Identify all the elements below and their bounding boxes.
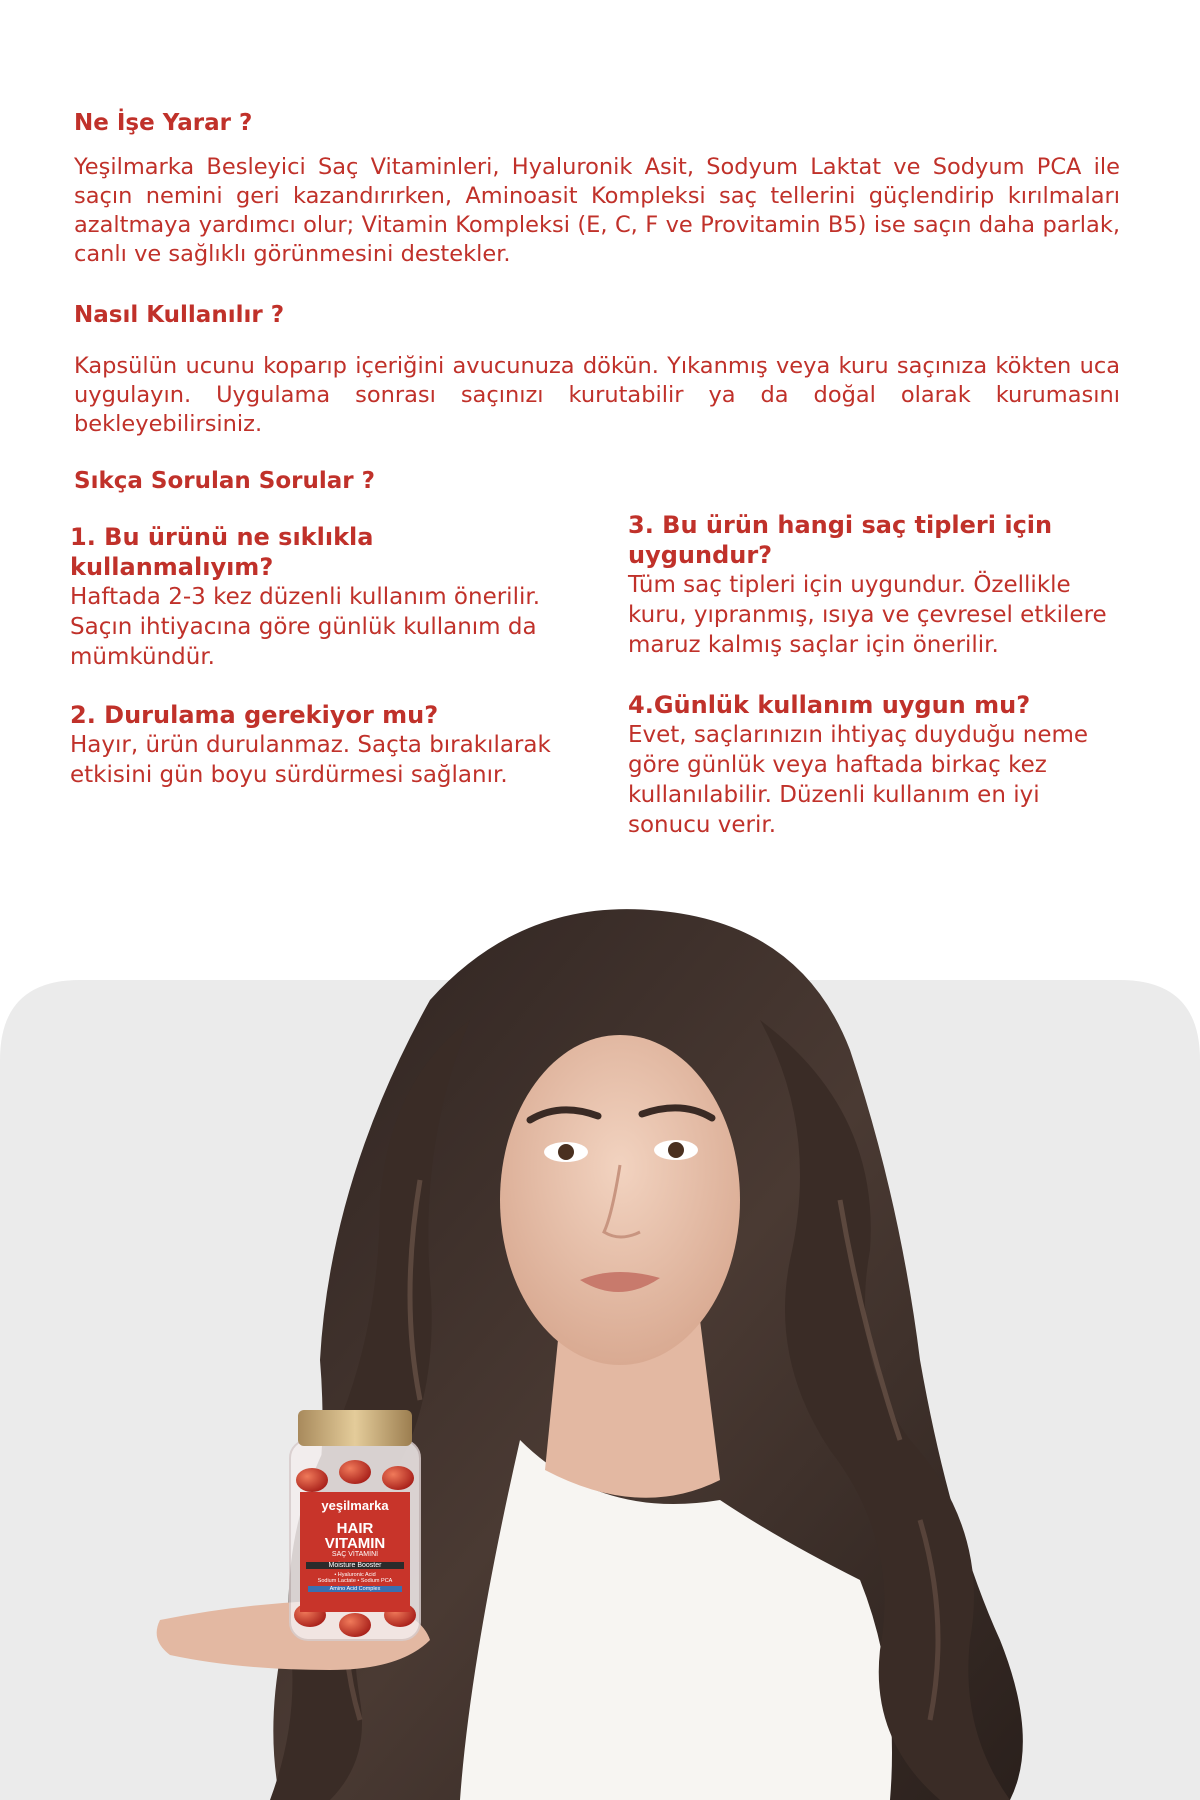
jar-title-1: HAIR [336, 1520, 374, 1537]
faq-answer: Hayır, ürün durulanmaz. Saçta bırakılarak etkisini gün boyu sürdürmesi sağlanır. [70, 732, 551, 788]
faq-column-left [70, 522, 570, 790]
faq-question: 4.Günlük kullanım uygun mu? [628, 691, 1031, 719]
jar-lid [298, 1410, 412, 1446]
faq-item [628, 690, 1118, 840]
jar-ingredients-2: Sodium Lactate • Sodium PCA [317, 1578, 393, 1584]
jar-label-text [300, 1494, 410, 1612]
faq-item [70, 700, 570, 790]
faq-question: 1. Bu ürünü ne sıklıkla kullanmalıyım? [70, 523, 374, 581]
faq-column-right [628, 510, 1118, 840]
faq-answer: Tüm saç tipleri için uygundur. Özellikle kuru, yıpranmış, ısıya ve çevresel etkilere maruz kalmış saçlar için önerilir. [628, 572, 1107, 658]
jar-tag: Moisture Booster [306, 1562, 404, 1569]
faq-question: 3. Bu ürün hangi saç tipleri için uygundur? [628, 511, 1053, 569]
model-photo [0, 880, 1200, 1800]
faq-question: 2. Durulama gerekiyor mu? [70, 701, 439, 729]
section-heading-how: Nasıl Kullanılır ? [74, 302, 285, 328]
jar-brand: yeşilmarka [321, 1498, 389, 1513]
jar-title-2: VITAMIN [324, 1535, 386, 1552]
section-heading-faq: Sıkça Sorulan Sorular ? [74, 468, 375, 494]
jar-title-3: SAÇ VİTAMİNİ [331, 1551, 379, 1558]
faq-answer: Haftada 2-3 kez düzenli kullanım önerilir. Saçın ihtiyacına göre günlük kullanım da mümkündür. [70, 584, 541, 670]
jar-ingredients-1: • Hyaluronic Acid [334, 1572, 376, 1578]
section-body-what: Yeşilmarka Besleyici Saç Vitaminleri, Hyaluronik Asit, Sodyum Laktat ve Sodyum PCA ile saçın nemini geri kazandırırken, Aminoasit Kompleksi saç tellerini güçlendirip kırılmaları azaltmaya yardımcı olur; Vitamin Kompleksi (E, C, F ve Provitamin B5) ise saçın daha parlak, canlı ve sağlıklı görünmesini destekler. [74, 154, 1120, 267]
faq-answer: Evet, saçlarınızın ihtiyaç duyduğu neme göre günlük veya haftada birkaç kez kullanılabilir. Düzenli kullanım en iyi sonucu verir. [628, 722, 1089, 838]
faq-item [628, 510, 1118, 660]
section-body-how: Kapsülün ucunu koparıp içeriğini avucunuza dökün. Yıkanmış veya kuru saçınıza kökten uca uygulayın. Uygulama sonrası saçınızı kurutabilir ya da doğal olarak kurumasını bekleyebilirsiniz. [74, 353, 1120, 437]
face [500, 1035, 740, 1365]
jar-ingredients-3: Amino Acid Complex [308, 1586, 402, 1592]
section-heading-what: Ne İşe Yarar ? [74, 110, 253, 136]
faq-item [70, 522, 570, 672]
model-illustration [0, 880, 1200, 1800]
